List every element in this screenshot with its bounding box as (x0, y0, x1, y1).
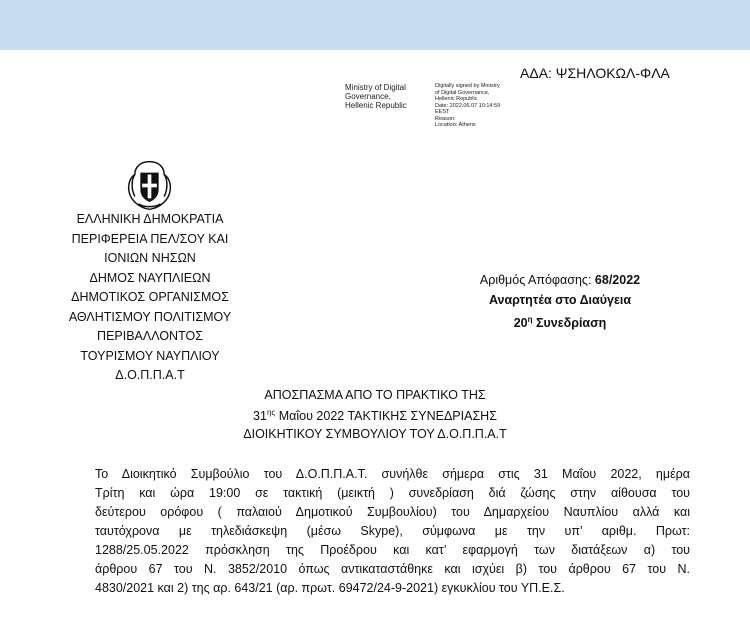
issuer-line: ΠΕΡΙΦΕΡΕΙΑ ΠΕΛ/ΣΟΥ ΚΑΙ (71, 231, 229, 246)
session-number (430, 310, 690, 333)
extract-heading (175, 386, 575, 443)
body-line: 4830/2021 και 2) της αρ. 643/21 (αρ. πρωτ. 69472/24-9-2021) εγκυκλίου του ΥΠ.Ε.Σ. (95, 581, 565, 595)
signature-detail-line: EEST (435, 109, 450, 115)
extract-line: ΑΠΟΣΠΑΣΜΑ ΑΠΟ ΤΟ ΠΡΑΚΤΙΚΟ ΤΗΣ (264, 388, 486, 402)
issuer-line: ΕΛΛΗΝΙΚΗ ΔΗΜΟΚΡΑΤΙΑ (76, 212, 224, 226)
extract-day: 31 (253, 409, 267, 424)
issuer-line: ΔΗΜΟΣ ΝΑΥΠΛΙΕΩΝ (89, 270, 211, 285)
signature-details (435, 83, 525, 129)
ada-code: ΑΔΑ: ΨΣΗΛΟΚΩΛ-ΦΛΑ (520, 65, 670, 81)
issuer-line: ΔΗΜΟΤΙΚΟΣ ΟΡΓΑΝΙΣΜΟΣ (71, 290, 229, 304)
diavgeia-note: Αναρτητέα στο Διαύγεια (488, 293, 632, 307)
extract-day-sup: ης (266, 408, 276, 417)
session-word: Συνεδρίαση (535, 316, 607, 331)
greek-coat-of-arms-icon (122, 158, 177, 213)
signature-detail-line: Digitally signed by Ministry (435, 83, 500, 89)
issuer-line: ΑΘΛΗΤΙΣΜΟΥ ΠΟΛΙΤΙΣΜΟΥ (68, 309, 232, 324)
signature-detail-line: Location: Athens (435, 122, 476, 128)
session-num: 20 (513, 316, 528, 331)
issuer-line: ΠΕΡΙΒΑΛΛΟΝΤΟΣ (97, 329, 203, 343)
body-line: 1288/25.05.2022 πρόσκληση της Προέδρου και κατ’ εφαρμογή των διατάξεων α) του (95, 543, 690, 557)
body-line: άρθρου 67 του Ν. 3852/2010 όπως αντικαταστάθηκε και ισχύει β) του άρθρου 67 του Ν. (95, 562, 690, 576)
body-line: δεύτερου ορόφου ( παλαιού Δημοτικού Συμβουλίου) του Δημαρχείου Ναυπλίου αλλά και (95, 505, 690, 519)
extract-line (175, 404, 575, 425)
signer-line: Governance, (345, 92, 391, 101)
session-sup: η (527, 315, 533, 324)
body-line: Το Διοικητικό Συμβούλιο του Δ.Ο.Π.Π.Α.Τ. συνήλθε σήμερα στις 31 Μαΐου 2022, ημέρα (95, 467, 690, 481)
decision-block (430, 270, 690, 333)
signature-detail-line: Reason: (435, 115, 456, 122)
signature-signer (345, 83, 430, 110)
body-line: Τρίτη και ώρα 19:00 σε τακτική (μεικτή ) συνεδρίαση διά ζώσης στην αίθουσα του (95, 486, 690, 500)
signature-detail-line: Date: 2022.06.07 10:14:59 (435, 102, 501, 109)
decision-number-value: 68/2022 (594, 273, 641, 287)
signer-line: Ministry of Digital (345, 83, 406, 92)
body-line: ταυτόχρονα με τηλεδιάσκεψη (μέσω Skype), σύμφωνα με την υπ’ αριθμ. Πρωτ: (95, 524, 690, 538)
signer-line: Hellenic Republic (345, 101, 407, 110)
signature-detail-line: Hellenic Republic (435, 96, 478, 102)
issuer-line: ΙΟΝΙΩΝ ΝΗΣΩΝ (104, 251, 196, 265)
issuer-block (45, 210, 255, 386)
extract-date-rest: Μαΐου 2022 ΤΑΚΤΙΚΗΣ ΣΥΝΕΔΡΙΑΣΗΣ (275, 409, 497, 424)
extract-line: ΔΙΟΙΚΗΤΙΚΟΥ ΣΥΜΒΟΥΛΙΟΥ ΤΟΥ Δ.Ο.Π.Π.Α.Τ (243, 427, 507, 442)
issuer-line: ΤΟΥΡΙΣΜΟΥ ΝΑΥΠΛΙΟΥ (80, 348, 220, 363)
top-banner (0, 0, 750, 50)
body-paragraph (95, 465, 690, 598)
signature-detail-line: of Digital Governance, (435, 89, 490, 96)
issuer-line: Δ.Ο.Π.Π.Α.Τ (115, 368, 185, 382)
decision-number-label: Αριθμός Απόφασης: (479, 273, 592, 287)
decision-number (430, 270, 690, 290)
